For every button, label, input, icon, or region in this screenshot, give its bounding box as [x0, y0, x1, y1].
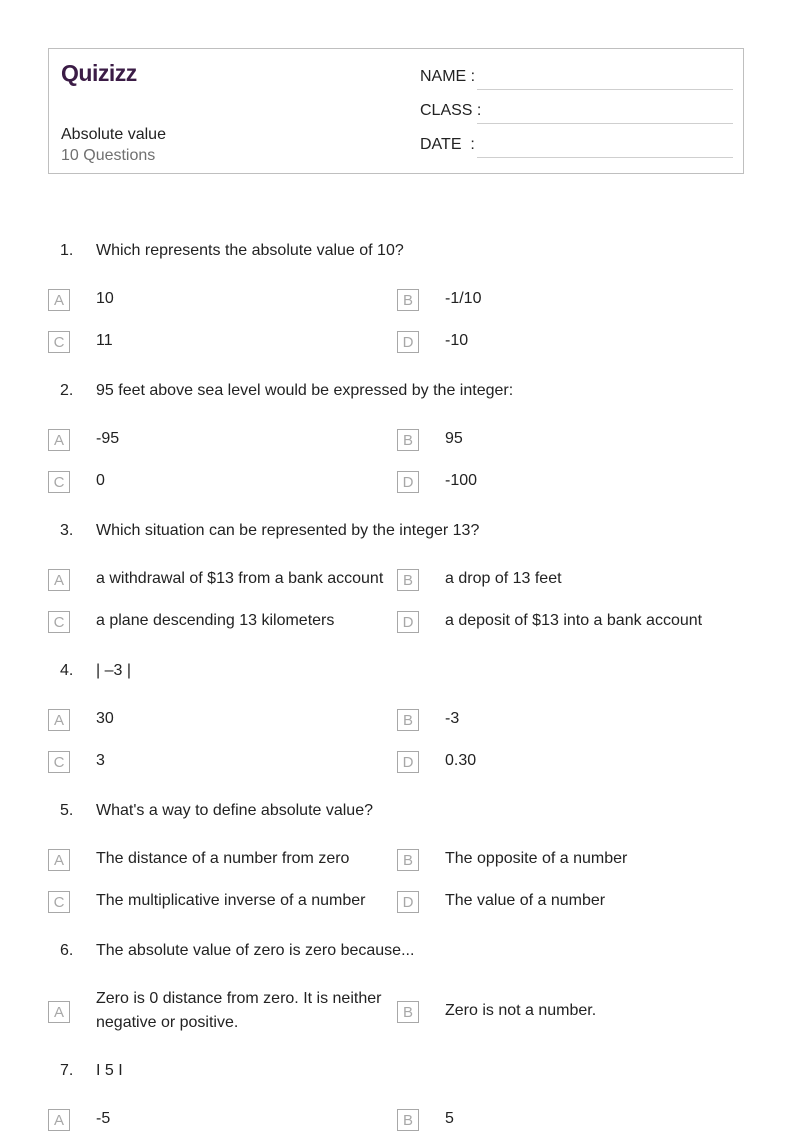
- option-letter-box: B: [397, 849, 419, 871]
- question-text: I 5 I: [96, 1062, 123, 1079]
- name-label: NAME :: [420, 68, 476, 85]
- question-number: 7.: [60, 1062, 74, 1079]
- option-letter-box: B: [397, 289, 419, 311]
- question-text: | –3 |: [96, 662, 131, 679]
- question-number: 5.: [60, 802, 74, 819]
- quizizz-logo: [61, 59, 153, 89]
- option-letter-box: D: [397, 891, 419, 913]
- option-text: -95: [96, 430, 120, 447]
- option-letter-box: A: [48, 429, 70, 451]
- worksheet-title: Absolute value: [61, 126, 166, 143]
- question-text: 95 feet above sea level would be expressed by the integer:: [96, 382, 514, 399]
- option-letter-box: B: [397, 429, 419, 451]
- svg-text:Quizizz: Quizizz: [61, 60, 137, 86]
- option-text: -10: [445, 332, 469, 349]
- option-letter-box: A: [48, 1001, 70, 1023]
- option-text: Zero is not a number.: [445, 1002, 597, 1019]
- option-letter-box: A: [48, 569, 70, 591]
- option-letter-box: B: [397, 1109, 419, 1131]
- option-text: 0: [96, 472, 105, 489]
- question-text: Which situation can be represented by the integer 13?: [96, 522, 480, 539]
- option-text: 30: [96, 710, 114, 727]
- option-letter-box: B: [397, 569, 419, 591]
- option-text: The opposite of a number: [445, 850, 628, 867]
- option-text: -5: [96, 1110, 111, 1127]
- option-letter-box: C: [48, 891, 70, 913]
- question-count: 10 Questions: [61, 147, 156, 164]
- question-number: 6.: [60, 942, 74, 959]
- date-label: DATE :: [420, 136, 475, 153]
- option-letter-box: D: [397, 331, 419, 353]
- date-field[interactable]: [420, 136, 733, 160]
- option-letter-box: A: [48, 709, 70, 731]
- option-text: Zero is 0 distance from zero. It is neither negative or positive.: [96, 990, 382, 1031]
- question-number: 4.: [60, 662, 74, 679]
- option-letter-box: A: [48, 289, 70, 311]
- question-number: 3.: [60, 522, 74, 539]
- option-text: 0.30: [445, 752, 477, 769]
- option-text: -100: [445, 472, 478, 489]
- question-number: 2.: [60, 382, 74, 399]
- option-text: The value of a number: [445, 892, 606, 909]
- class-label: CLASS :: [420, 102, 482, 119]
- option-text: a plane descending 13 kilometers: [96, 612, 335, 629]
- option-text: 10: [96, 290, 114, 307]
- option-letter-box: A: [48, 1109, 70, 1131]
- option-letter-box: D: [397, 751, 419, 773]
- question-text: What's a way to define absolute value?: [96, 802, 373, 819]
- option-letter-box: C: [48, 751, 70, 773]
- option-letter-box: D: [397, 471, 419, 493]
- option-letter-box: C: [48, 471, 70, 493]
- option-letter-box: D: [397, 611, 419, 633]
- class-line[interactable]: [477, 123, 733, 124]
- option-letter-box: C: [48, 331, 70, 353]
- option-text: 5: [445, 1110, 454, 1127]
- question-text: Which represents the absolute value of 10?: [96, 242, 404, 259]
- option-letter-box: A: [48, 849, 70, 871]
- name-field[interactable]: [420, 68, 733, 92]
- name-line[interactable]: [477, 89, 733, 90]
- option-text: The multiplicative inverse of a number: [96, 892, 366, 909]
- option-letter-box: B: [397, 709, 419, 731]
- option-text: -3: [445, 710, 460, 727]
- option-text: a withdrawal of $13 from a bank account: [96, 570, 384, 587]
- option-text: a deposit of $13 into a bank account: [445, 612, 703, 629]
- worksheet-header: [48, 48, 744, 174]
- option-letter-box: C: [48, 611, 70, 633]
- option-text: a drop of 13 feet: [445, 570, 562, 587]
- class-field[interactable]: [420, 102, 733, 126]
- question-text: The absolute value of zero is zero because...: [96, 942, 415, 959]
- option-text: 95: [445, 430, 463, 447]
- option-text: -1/10: [445, 290, 482, 307]
- option-text: 3: [96, 752, 105, 769]
- date-line[interactable]: [477, 157, 733, 158]
- option-text: 11: [96, 332, 113, 349]
- option-text: The distance of a number from zero: [96, 850, 350, 867]
- question-number: 1.: [60, 242, 74, 259]
- option-letter-box: B: [397, 1001, 419, 1023]
